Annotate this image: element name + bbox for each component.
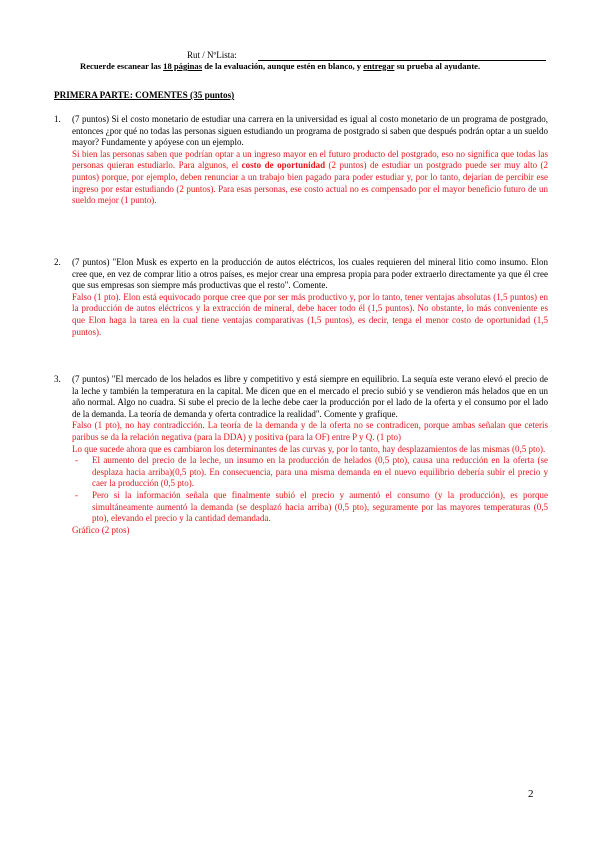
question-2 [54,257,548,338]
question-prompt: (7 puntos) Si el costo monetario de estudiar una carrera en la universidad es igual al costo monetario de un programa de postgrado, entonces ¿por qué no todas las personas siguen estudiando un programa de postgrado si saben que después podrán optar a un sueldo mayor? Fundamente y apóyese con un ejemplo. [72,114,548,148]
question-answer-continued: Lo que sucede ahora que es cambiaron los determinantes de las curvas y, por lo tanto, hay desplazamientos de las mismas (0,5 pto). [72,443,546,454]
question-number: 2. [54,257,61,267]
answer-bullet-list [72,455,548,525]
reminder-entregar: entregar [363,61,395,71]
list-item: - El aumento del precio de la leche, un insumo en la producción de helados (0,5 pto), causa una reducción en la oferta (se desplaza hacia arriba)(0,5 pto). En consecuencia, para una misma demanda en el nuevo equilibrio debería subir el precio y caer la producción (0,5 pto). [75,455,548,489]
reminder-prefix: Recuerde escanear las [80,61,164,71]
reminder-middle: de la evaluación, aunque estén en blanco, y [202,61,364,71]
question-number: 3. [54,374,61,384]
question-answer: Falso (1 pto). Elon está equivocado porque cree que por ser más productivo y, por lo tanto, tener ventajas absolutas (1,5 puntos) en la producción de autos eléctricos y la extracción de mineral, debe hacer todo él (1,5 puntos). No obstante, lo más conveniente es que Elon haga la tarea en la cual tiene ventajas comparativas (1,5 puntos), es decir, tenga el menor costo de oportunidad (1,5 puntos). [72,291,548,337]
list-item: - Pero si la información señala que finalmente subió el precio y aumentó el consumo (y la producción), es porque simultáneamente aumentó la demanda (se desplazó hacia arriba) (0,5 pto), seguramente por las mayores temperaturas (0,5 pto), elevando el precio y la cantidad demandada. [75,489,548,524]
question-number: 1. [54,114,61,124]
rut-label: Rut / NºLista: [187,50,237,60]
question-answer: Falso (1 pto), no hay contradicción. La teoría de la demanda y de la oferta no se contradicen, porque ambas señalan que ceteris paribus se da la relación negativa (para la DDA) y positiva (para la OF) entre P y Q. (1 pto) [72,420,548,442]
page-number: 2 [528,788,534,800]
question-3 [54,374,548,536]
reminder-pages: 18 páginas [163,61,203,71]
answer-key-term: costo de oportunidad [241,160,326,171]
question-prompt: (7 puntos) "El mercado de los helados es libre y competitivo y está siempre en equilibrio. La sequía este verano elevó el precio de la leche y también la temperatura en la capital. Me dicen que en el mercado el precio subió y se vendieron más helados que en un año normal. Algo no cuadra. Si sube el precio de la leche debe caer la producción por el lado de la oferta y el consumo por el lado de la demanda. La teoría de demanda y oferta contradice la realidad". Comente y grafique. [72,374,548,419]
question-answer: Si bien las personas saben que podrían optar a un ingreso mayor en el futuro producto del postgrado, eso no significa que todas las personas quieran estudiarlo. Para algunos, el costo de oportunidad (2 puntos) de estudiar un postgrado puede ser muy alto (2 puntos) porque, por ejemplo, deben renunciar a un trabajo bien pagado para poder estudiar y, por lo tanto, dejarían de percibir ese ingreso por estar estudiando (2 puntos). Para esas personas, ese costo actual no es compensado por el mayor beneficio futuro de un sueldo mejor (1 punto). [72,148,549,206]
question-prompt: (7 puntos) "Elon Musk es experto en la producción de autos eléctricos, los cuales requieren del mineral litio como insumo. Elon cree que, en vez de comprar litio a otros países, es mejor crear una empresa propia para poder extraerlo directamente ya que él cree que sus empresas son siempre más productivas que el resto". Comente. [72,257,548,291]
question-1 [54,114,548,207]
scan-reminder [80,61,550,71]
reminder-suffix: su prueba al ayudante. [394,61,481,71]
section-title: PRIMERA PARTE: COMENTES (35 puntos) [54,90,235,100]
graph-label: Gráfico (2 ptos) [72,524,130,535]
